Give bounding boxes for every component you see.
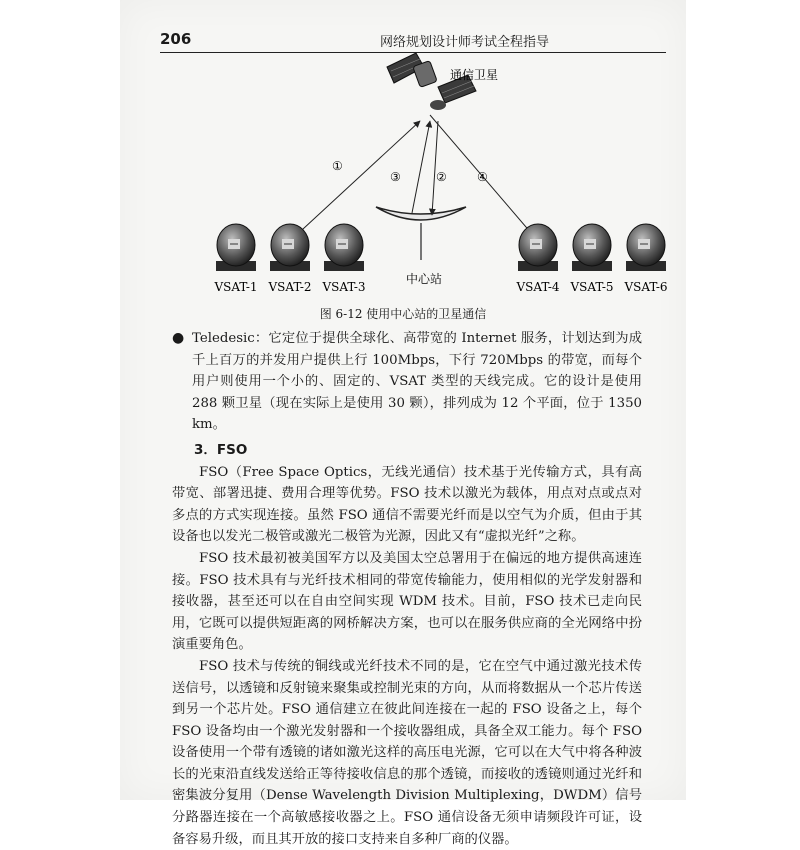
page-header — [160, 30, 666, 53]
book-page — [120, 0, 686, 847]
body-text — [172, 328, 642, 850]
paragraph-2: FSO 技术最初被美国军方以及美国太空总署用于在偏远的地方提供高速连接。FSO 技术具有与光纤技术相同的带宽传输能力，使用相似的光学发射器和接收器，甚至还可以在自由空间实现 WDM 技术。目前，FSO 技术已走向民用，它既可以提供短距离的网桥解决方案，也可以在服务供应商的全光网络中扮演重要角色。 — [172, 550, 642, 653]
section-heading: 3．FSO — [194, 441, 248, 458]
running-title: 网络规划设计师考试全程指导 — [380, 35, 550, 50]
bullet-text: Teledesic：它定位于提供全球化、高带宽的 Internet 服务，计划达到为成千上百万的并发用户提供上行 100Mbps，下行 720Mbps 的带宽，而每个用户则使用一个小的、固定的、VSAT 类型的天线完成。它的设计是使用 288 颗卫星（现在实际上是使用 30 颗），排列成为 12 个平面，位于 1350 km。 — [192, 331, 642, 433]
vsat-label: VSAT-4 — [516, 280, 560, 294]
satellite-diagram — [180, 55, 668, 325]
vsat-terminal-icon — [324, 224, 364, 271]
vsat-terminal-icon — [216, 224, 256, 271]
page-number: 206 — [160, 30, 192, 48]
satellite-label: 通信卫星 — [450, 68, 499, 82]
path-label-4: ④ — [477, 170, 488, 184]
vsat-terminal-icon — [626, 224, 666, 271]
hub-dish-icon — [376, 207, 466, 260]
path-label-2: ② — [436, 170, 447, 184]
bullet-item-teledesic — [172, 328, 642, 436]
vsat-terminal-icon — [270, 224, 310, 271]
hub-label: 中心站 — [406, 272, 443, 286]
figure-caption: 图 6-12 使用中心站的卫星通信 — [319, 307, 487, 321]
path-2-downlink — [432, 121, 438, 215]
bullet-dot-icon: ● — [172, 330, 185, 346]
signal-paths — [290, 115, 538, 241]
paragraph-3: FSO 技术与传统的铜线或光纤技术不同的是，它在空气中通过激光技术传送信号，以透镜和反射镜来聚集或控制光束的方向，从而将数据从一个芯片传送到另一个芯片处。FSO 通信建立在彼此间连接在一起的 FSO 设备之上，每个 FSO 设备均由一个激光发射器和一个接收器组成，具备全双工能力。每个 FSO 设备使用一个带有透镜的诸如激光这样的高压电光源，它可以在大气中将各种波长的光束沿直线发送给正等待接收信息的那个透镜，而接收的透镜则通过光纤和密集波分复用（Dense Wavelength Division Multiplexing，DWDM）信号分路器连接在一个高敏感接收器之上。FSO 通信设备无须申请频段许可证，设备容易升级，而且其开放的接口支持来自多种厂商的仪器。 — [172, 658, 642, 847]
path-label-3: ③ — [390, 170, 401, 184]
vsat-label: VSAT-6 — [624, 280, 668, 294]
path-3-uplink — [412, 121, 430, 213]
path-label-1: ① — [332, 159, 343, 173]
vsat-label: VSAT-1 — [214, 280, 258, 294]
vsat-terminal-icon — [572, 224, 612, 271]
vsat-label: VSAT-5 — [570, 280, 614, 294]
vsat-label: VSAT-2 — [268, 280, 312, 294]
vsat-terminal-icon — [518, 224, 558, 271]
paragraph-1: FSO（Free Space Optics，无线光通信）技术基于光传输方式，具有高带宽、部署迅捷、费用合理等优势。FSO 技术以激光为载体，用点对点或点对多点的方式实现连接。虽然 FSO 通信不需要光纤而是以空气为介质，但由于其设备也以发光二极管或激光二极管为光源，因此又有“虚拟光纤”之称。 — [172, 464, 642, 545]
vsat-label: VSAT-3 — [322, 280, 366, 294]
